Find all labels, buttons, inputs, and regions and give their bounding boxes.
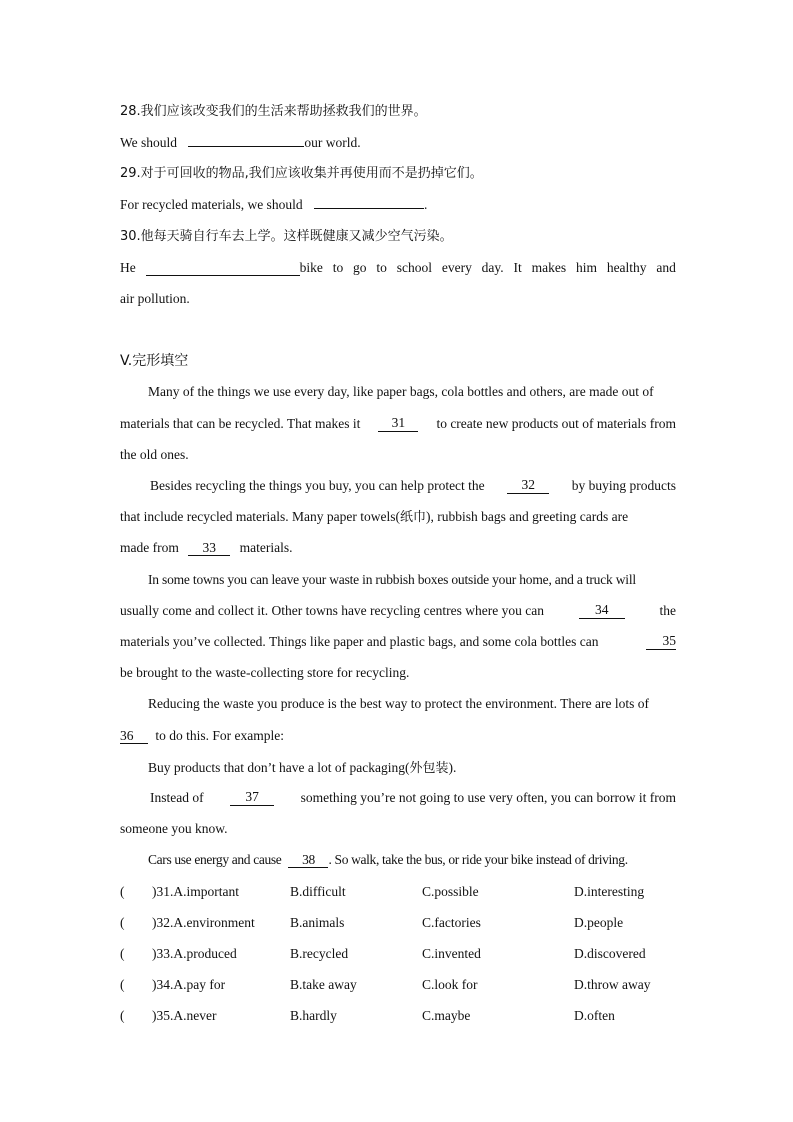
option-a[interactable]: )35.A.never — [152, 1008, 217, 1023]
option-d[interactable]: D.interesting — [574, 884, 645, 899]
passage-text: something you’re not going to use very often, you can borrow it from — [300, 790, 676, 805]
answer-paren[interactable]: ( — [120, 884, 125, 899]
q29-text-end: . — [423, 197, 428, 212]
passage-text: materials. — [239, 540, 293, 555]
q30-word: makes — [531, 260, 567, 275]
option-b[interactable]: B.recycled — [290, 946, 349, 961]
option-b[interactable]: B.hardly — [290, 1008, 337, 1023]
option-c[interactable]: C.invented — [422, 946, 481, 961]
answer-paren[interactable]: ( — [120, 915, 125, 930]
passage-text: . So walk, take the bus, or ride your bike instead of driving. — [328, 852, 628, 867]
passage-line — [120, 509, 676, 526]
option-a[interactable]: )31.A.important — [152, 884, 239, 899]
q30-word: to — [376, 260, 387, 275]
passage-text: In some towns you can leave your waste in rubbish boxes outside your home, and a truck will — [148, 572, 636, 587]
passage-text: Cars use energy and cause — [148, 852, 282, 867]
passage-text: the old ones. — [120, 447, 189, 462]
q28-text-end: our world. — [304, 135, 361, 150]
passage-line — [150, 790, 676, 806]
section-heading: V.完形填空 — [120, 353, 189, 369]
option-b[interactable]: B.take away — [290, 977, 357, 992]
passage-text: someone you know. — [120, 821, 228, 836]
passage-line — [148, 852, 628, 868]
option-c[interactable]: C.factories — [422, 915, 481, 930]
option-a[interactable]: )34.A.pay for — [152, 977, 226, 992]
option-b[interactable]: B.animals — [290, 915, 345, 930]
q30-blank-group — [146, 260, 323, 276]
question-30-english — [120, 260, 676, 276]
answer-paren[interactable]: ( — [120, 977, 125, 992]
passage-text: that include recycled materials. Many paper towels( — [120, 509, 401, 524]
option-c[interactable]: C.possible — [422, 884, 479, 899]
passage-chinese-gloss: 纸巾 — [400, 510, 427, 525]
passage-text: Besides recycling the things you buy, you can help protect the — [150, 478, 485, 493]
q29-text-start: For recycled materials, we should — [120, 197, 303, 212]
option-a[interactable]: )32.A.environment — [152, 915, 255, 930]
q28-text-start: We should — [120, 135, 178, 150]
passage-line — [120, 603, 676, 619]
q30-word: and — [656, 260, 676, 275]
passage-text: Instead of — [150, 790, 204, 805]
q30-word: day. — [481, 260, 504, 275]
passage-line — [120, 540, 292, 556]
q30-word: him — [575, 260, 597, 275]
option-d[interactable]: D.throw away — [574, 977, 651, 992]
passage-text — [120, 509, 628, 526]
q30-word: school — [396, 260, 432, 275]
question-29-chinese: 29.对于可回收的物品,我们应该收集并再使用而不是扔掉它们。 — [120, 166, 483, 181]
option-c[interactable]: C.look for — [422, 977, 478, 992]
blank-35[interactable]: 35 — [646, 634, 676, 650]
passage-line — [148, 696, 676, 712]
option-c[interactable]: C.maybe — [422, 1008, 471, 1023]
option-d[interactable]: D.often — [574, 1008, 615, 1023]
q29-answer-blank[interactable] — [314, 208, 424, 209]
passage-text: materials that can be recycled. That makes it — [120, 416, 361, 431]
passage-line — [120, 728, 284, 744]
blank-38[interactable]: 38 — [288, 853, 328, 868]
blank-37[interactable]: 37 — [230, 790, 274, 806]
q30-continuation: air pollution. — [120, 291, 190, 306]
passage-text: to create new products out of materials from — [436, 416, 676, 431]
question-30-chinese: 30.他每天骑自行车去上学。这样既健康又减少空气污染。 — [120, 229, 453, 244]
question-28-english — [120, 135, 361, 151]
passage-line — [120, 416, 676, 432]
answer-paren[interactable]: ( — [120, 1008, 125, 1023]
passage-text: be brought to the waste-collecting store for recycling. — [120, 665, 410, 680]
passage-text: ). — [448, 760, 457, 775]
question-29-english — [120, 197, 427, 213]
blank-34[interactable]: 34 — [579, 603, 625, 619]
option-b[interactable]: B.difficult — [290, 884, 346, 899]
q30-word: to — [332, 260, 344, 275]
passage-text: the — [659, 603, 676, 618]
passage-text: Reducing the waste you produce is the best way to protect the environment. There are lots of — [148, 696, 649, 711]
question-28-chinese: 28.我们应该改变我们的生活来帮助拯救我们的世界。 — [120, 104, 427, 119]
option-d[interactable]: D.discovered — [574, 946, 646, 961]
passage-text: made from — [120, 540, 179, 555]
passage-chinese-gloss: 外包装 — [409, 761, 449, 776]
blank-36[interactable]: 36 — [120, 729, 148, 744]
blank-33[interactable]: 33 — [188, 541, 230, 556]
passage-line — [148, 572, 676, 588]
q30-word: It — [513, 260, 522, 275]
passage-text: usually come and collect it. Other towns have recycling centres where you can — [120, 603, 544, 618]
passage-text: Buy products that don’t have a lot of packaging( — [148, 760, 410, 775]
answer-paren[interactable]: ( — [120, 946, 125, 961]
option-d[interactable]: D.people — [574, 915, 624, 930]
q30-word: every — [441, 260, 472, 275]
q30-word: go — [353, 260, 367, 275]
q30-word: healthy — [606, 260, 647, 275]
passage-text: to do this. For example: — [155, 728, 284, 743]
passage-line — [148, 384, 676, 400]
passage-line — [120, 634, 676, 650]
option-a[interactable]: )33.A.produced — [152, 946, 237, 961]
passage-line — [150, 478, 676, 494]
q30-answer-blank[interactable] — [146, 260, 300, 276]
blank-31[interactable]: 31 — [378, 416, 418, 432]
passage-line — [148, 760, 456, 777]
passage-text: materials you’ve collected. Things like paper and plastic bags, and some cola bottles can — [120, 634, 599, 649]
blank-32[interactable]: 32 — [507, 478, 549, 494]
passage-text: Many of the things we use every day, like paper bags, cola bottles and others, are made out of — [148, 384, 654, 399]
q28-answer-blank[interactable] — [188, 146, 304, 147]
passage-text: ), rubbish bags and greeting cards are — [426, 509, 629, 524]
q30-word: He — [120, 260, 136, 275]
passage-text: by buying products — [571, 478, 676, 493]
q30-word: bike — [299, 260, 323, 275]
